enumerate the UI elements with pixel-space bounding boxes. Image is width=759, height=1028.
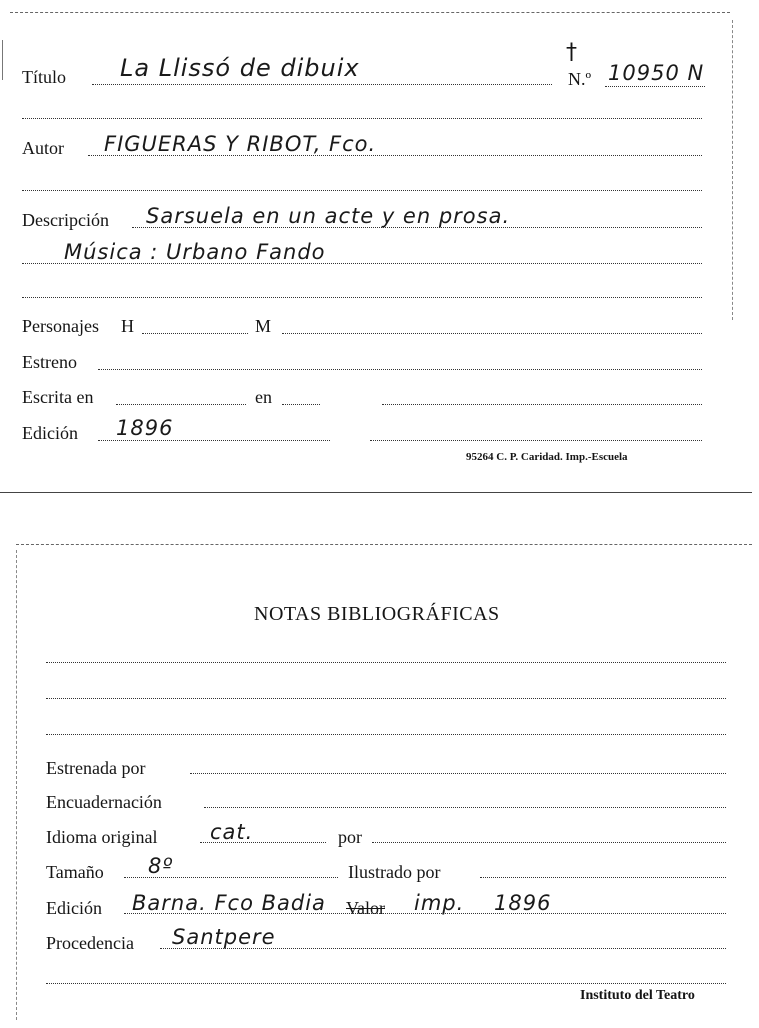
estreno-label: Estreno [22, 352, 77, 372]
printer-imprint: 95264 C. P. Caridad. Imp.-Escuela [466, 451, 628, 463]
titulo-extra-line [22, 118, 702, 119]
escrita-en-line [282, 404, 320, 405]
notas-line-3 [46, 734, 726, 735]
numero-line [605, 86, 705, 87]
notas-line-1 [46, 662, 726, 663]
idioma-por-line [372, 842, 726, 843]
descripcion-label: Descripción [22, 210, 109, 230]
descripcion-value-1: Sarsuela en un acte y en prosa. [146, 204, 511, 228]
edicion-bottom-label: Edición [46, 898, 102, 918]
procedencia-value: Santpere [172, 925, 276, 949]
descripcion-value-2: Música : Urbano Fando [64, 240, 326, 264]
card-top-top-edge [10, 12, 730, 13]
card-top-right-edge [732, 20, 733, 320]
institution-footer: Instituto del Teatro [580, 988, 695, 1003]
escrita-line [116, 404, 246, 405]
autor-extra-line [22, 190, 702, 191]
card-top-border [0, 492, 752, 493]
encuadernacion-line [204, 807, 726, 808]
idioma-label: Idioma original [46, 827, 158, 847]
edicion-year-value: 1896 [494, 891, 552, 915]
card-top-left-edge [2, 40, 3, 80]
numero-value: 10950 N [608, 61, 705, 85]
card-bottom-top-edge [16, 544, 752, 545]
estreno-line [98, 369, 702, 370]
notas-line-2 [46, 698, 726, 699]
edicion-label: Edición [22, 423, 78, 443]
numero-label: N.º [568, 69, 592, 89]
personajes-label: Personajes [22, 316, 99, 336]
catalog-card-bottom [0, 540, 759, 1028]
estrenada-label: Estrenada por [46, 758, 146, 778]
tamano-value: 8º [148, 854, 174, 878]
escrita-en-label: en [255, 387, 272, 407]
personajes-m-label: M [255, 316, 272, 336]
idioma-por-label: por [338, 827, 362, 847]
titulo-value: La Llissó de dibuix [120, 54, 360, 82]
deceased-cross-mark: † [566, 40, 577, 65]
tamano-label: Tamaño [46, 862, 104, 882]
descripcion-extra-line [22, 297, 702, 298]
notas-heading: NOTAS BIBLIOGRÁFICAS [254, 603, 500, 625]
card-bottom-left-edge [16, 550, 17, 1020]
autor-label: Autor [22, 138, 64, 158]
personajes-h-label: H [121, 316, 134, 336]
autor-value: FIGUERAS Y RIBOT, Fco. [104, 132, 377, 156]
edicion-imp-value: imp. [414, 891, 465, 915]
personajes-h-line [142, 333, 248, 334]
edicion-extra-line [370, 440, 702, 441]
ilustrado-label: Ilustrado por [348, 862, 441, 882]
titulo-line [92, 84, 552, 85]
ilustrado-line [480, 877, 726, 878]
idioma-value: cat. [210, 820, 254, 844]
titulo-label: Título [22, 67, 66, 87]
personajes-m-line [282, 333, 702, 334]
edicion-bottom-value: Barna. Fco Badia [132, 891, 326, 915]
edicion-value: 1896 [116, 416, 174, 440]
escrita-extra-line [382, 404, 702, 405]
valor-label: Valor [346, 898, 385, 918]
encuadernacion-label: Encuadernación [46, 792, 162, 812]
procedencia-label: Procedencia [46, 933, 134, 953]
estrenada-line [190, 773, 726, 774]
catalog-card-top [0, 0, 759, 495]
edicion-line [98, 440, 330, 441]
escrita-label: Escrita en [22, 387, 94, 407]
bottom-closing-line [46, 983, 726, 984]
